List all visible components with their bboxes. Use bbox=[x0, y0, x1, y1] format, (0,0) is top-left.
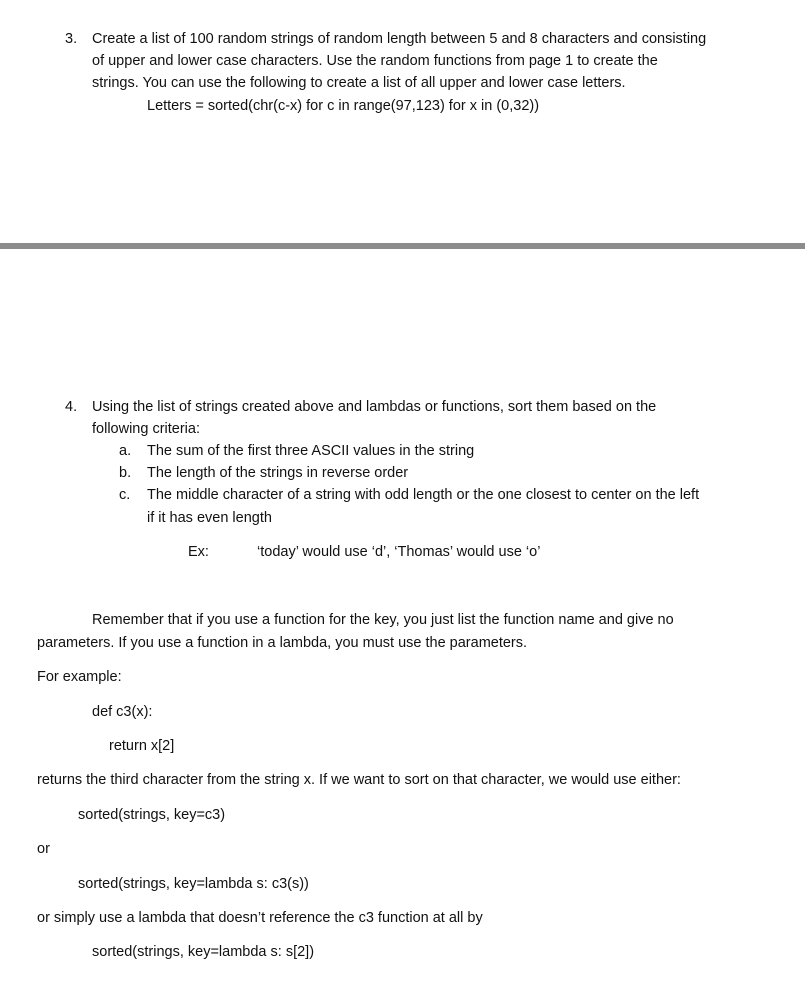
sorted-lambda-c3: sorted(strings, key=lambda s: c3(s)) bbox=[78, 876, 309, 892]
criteria-item-c: The middle character of a string with odd length or the one closest to center on the left bbox=[147, 487, 700, 503]
q4-text-line-2: following criteria: bbox=[92, 421, 200, 437]
q4-text-line-1: Using the list of strings created above and lambdas or functions, sort them based on the bbox=[92, 399, 657, 415]
criteria-item-c-continued: if it has even length bbox=[147, 510, 272, 526]
q3-text-line-1: Create a list of 100 random strings of random length between 5 and 8 characters and consisting bbox=[92, 31, 707, 47]
def-c3-line: def c3(x): bbox=[92, 704, 153, 720]
criteria-item-b: The length of the strings in reverse order bbox=[147, 465, 409, 481]
returns-explanation: returns the third character from the string x. If we want to sort on that character, we would use either: bbox=[37, 772, 681, 788]
simply-lambda-text: or simply use a lambda that doesn’t reference the c3 function at all by bbox=[37, 910, 483, 926]
example-text: ‘today’ would use ‘d’, ‘Thomas’ would use ‘o’ bbox=[257, 544, 541, 560]
or-label: or bbox=[37, 841, 50, 857]
sorted-lambda-index: sorted(strings, key=lambda s: s[2]) bbox=[92, 944, 315, 960]
q3-text-line-3: strings. You can use the following to create a list of all upper and lower case letters. bbox=[92, 75, 626, 91]
q3-number: 3. bbox=[65, 31, 78, 47]
criteria-item-a: The sum of the first three ASCII values in the string bbox=[147, 443, 475, 459]
example-label: Ex: bbox=[188, 544, 209, 560]
q3-letters-code: Letters = sorted(chr(c-x) for c in range(97,123) for x in (0,32)) bbox=[147, 98, 540, 114]
remember-line-2: parameters. If you use a function in a lambda, you must use the parameters. bbox=[37, 635, 528, 651]
page-break-divider bbox=[0, 243, 805, 249]
criteria-marker-a: a. bbox=[119, 443, 132, 459]
return-line: return x[2] bbox=[109, 738, 175, 754]
criteria-marker-c: c. bbox=[119, 487, 131, 503]
criteria-marker-b: b. bbox=[119, 465, 132, 481]
remember-line-1: Remember that if you use a function for the key, you just list the function name and give no bbox=[92, 612, 674, 628]
for-example-label: For example: bbox=[37, 669, 122, 685]
sorted-key-c3: sorted(strings, key=c3) bbox=[78, 807, 226, 823]
q3-text-line-2: of upper and lower case characters. Use the random functions from page 1 to create the bbox=[92, 53, 658, 69]
q4-number: 4. bbox=[65, 399, 78, 415]
